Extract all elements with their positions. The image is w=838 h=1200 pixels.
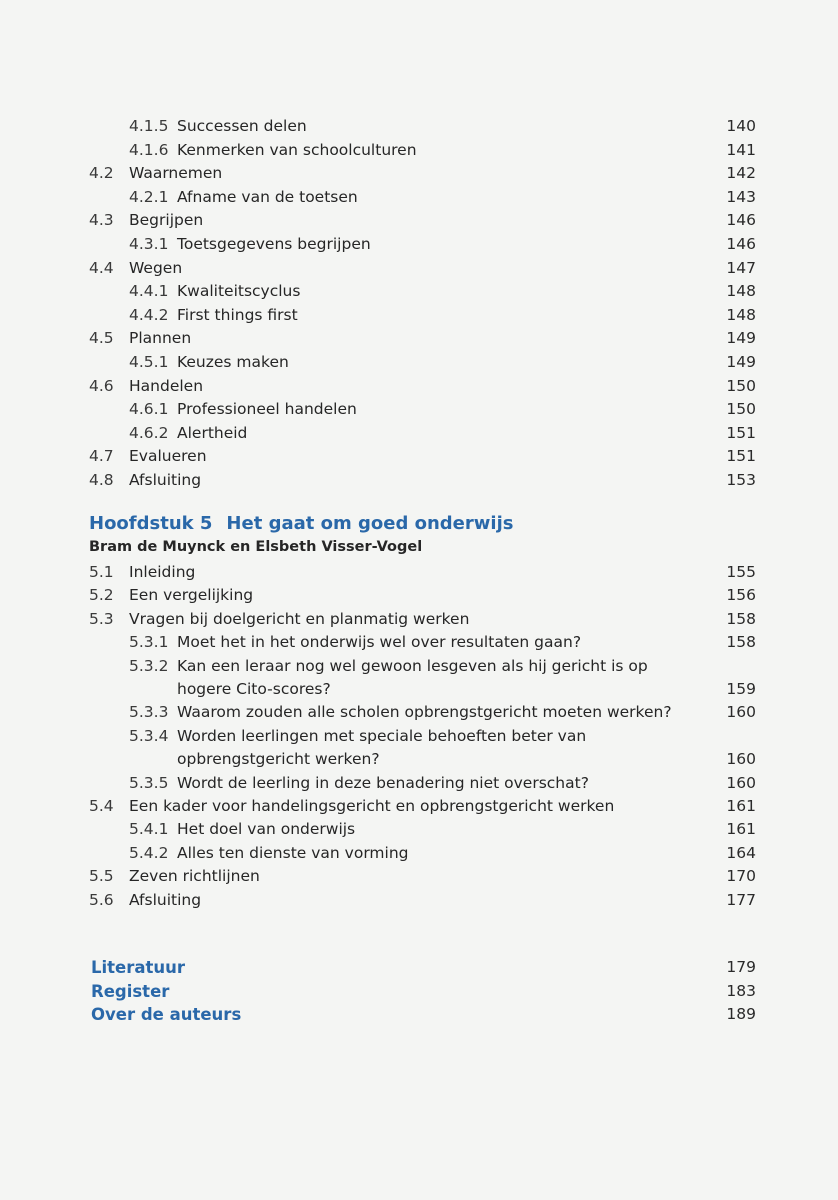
- toc-entry-title: Wegen: [129, 258, 183, 277]
- toc-entry-number: 4.4: [89, 258, 114, 277]
- toc-entry: [0, 772, 838, 795]
- toc-entry-page: 158: [726, 633, 756, 652]
- toc-entry-page: 150: [726, 376, 756, 395]
- back-matter-title: Over de auteurs: [91, 1005, 242, 1024]
- toc-entry-number: 5.3: [89, 609, 114, 628]
- toc-entry-page: 159: [726, 680, 756, 698]
- toc-entry-number: 5.3.5: [129, 773, 169, 792]
- toc-entry-page: 151: [726, 423, 756, 442]
- toc-entry-number: 4.3: [89, 211, 114, 230]
- toc-entry-number: 5.3.4: [129, 726, 169, 745]
- toc-entry-title: Afsluiting: [129, 890, 202, 909]
- toc-entry-page: 158: [726, 609, 756, 628]
- toc-entry-page: 170: [726, 867, 756, 886]
- toc-entry: [0, 398, 838, 421]
- toc-entry-number: 4.7: [89, 447, 114, 466]
- toc-entry-title: Waarnemen: [129, 164, 223, 183]
- toc-entry-page: 142: [726, 164, 756, 183]
- toc-entry-title: Wordt de leerling in deze benadering niet overschat?: [177, 773, 589, 792]
- toc-entry-title: Inleiding: [129, 563, 196, 581]
- toc-entry: [0, 865, 838, 888]
- toc-entry: [0, 139, 838, 162]
- toc-entry: [0, 748, 838, 771]
- toc-entry-number: 5.6: [89, 890, 114, 909]
- toc-entry-number: 4.2.1: [129, 187, 169, 206]
- toc-entry-title: Worden leerlingen met speciale behoeften beter van: [177, 726, 587, 745]
- toc-entry: [0, 445, 838, 468]
- toc-entry-number: 4.6: [89, 376, 114, 395]
- toc-entry-page: 160: [726, 773, 756, 792]
- toc-entry: [0, 842, 838, 865]
- toc-entry-title: First things first: [177, 305, 298, 324]
- chapter-label: Hoofdstuk 5: [89, 513, 213, 534]
- toc-entry-title: Handelen: [129, 376, 204, 395]
- toc-entry-title: Successen delen: [177, 117, 307, 135]
- toc-entry-title: Professioneel handelen: [177, 400, 357, 419]
- toc-entry: [0, 889, 838, 912]
- toc-entry-title: Keuzes maken: [177, 353, 289, 371]
- back-matter-page: 179: [726, 958, 756, 976]
- toc-entry-number: 4.6.2: [129, 423, 169, 442]
- toc-entry-title: Evalueren: [129, 447, 207, 466]
- toc-entry-number: 4.2: [89, 164, 114, 183]
- toc-entry-page: 153: [726, 471, 756, 489]
- toc-entry-title: Afsluiting: [129, 471, 202, 489]
- toc-entry-page: 161: [726, 820, 756, 839]
- toc-entry: [0, 678, 838, 701]
- toc-entry: [0, 115, 838, 138]
- toc-entry-title: Plannen: [129, 329, 192, 348]
- toc-entry-page: 141: [726, 140, 756, 159]
- toc-entry-number: 4.5: [89, 329, 114, 348]
- toc-entry-page: 148: [726, 305, 756, 324]
- toc-entry-title: Kwaliteitscyclus: [177, 282, 301, 301]
- toc-entry-page: 146: [726, 235, 756, 253]
- toc-entry: [0, 375, 838, 398]
- toc-entry-page: 156: [726, 586, 756, 605]
- toc-entry-page: 146: [726, 211, 756, 230]
- toc-entry-page: 147: [726, 258, 756, 277]
- toc-entry-title: Alles ten dienste van vorming: [177, 843, 409, 862]
- toc-entry-number: 4.3.1: [129, 235, 169, 253]
- toc-entry-number: 5.3.3: [129, 703, 169, 722]
- toc-entry: [0, 608, 838, 631]
- toc-entry: [0, 257, 838, 280]
- toc-entry-title: hogere Cito-scores?: [177, 680, 331, 698]
- back-matter-page: 183: [726, 981, 756, 1000]
- toc-entry-number: 4.6.1: [129, 400, 169, 419]
- toc-entry: [0, 795, 838, 818]
- toc-entry-page: 143: [726, 187, 756, 206]
- toc-entry: [0, 422, 838, 445]
- toc-entry-title: Waarom zouden alle scholen opbrengstgericht moeten werken?: [177, 703, 672, 722]
- toc-entry-number: 5.2: [89, 586, 114, 605]
- toc-entry-page: 160: [726, 750, 756, 769]
- toc-entry: [0, 701, 838, 724]
- toc-entry: [0, 162, 838, 185]
- toc-entry: [0, 209, 838, 232]
- toc-entry-title: Zeven richtlijnen: [129, 867, 260, 886]
- toc-entry-title: Een kader voor handelingsgericht en opbrengstgericht werken: [129, 797, 615, 815]
- toc-entry: [0, 233, 838, 256]
- toc-entry-number: 4.5.1: [129, 353, 169, 371]
- toc-entry: [0, 725, 838, 748]
- toc-entry-title: Moet het in het onderwijs wel over resultaten gaan?: [177, 633, 582, 652]
- toc-entry: [0, 561, 838, 584]
- toc-entry-title: Begrijpen: [129, 211, 204, 230]
- toc-entry-page: 151: [726, 447, 756, 466]
- chapter-title: Het gaat om goed onderwijs: [226, 513, 514, 534]
- toc-entry-title: Toetsgegevens begrijpen: [177, 235, 371, 253]
- toc-entry-number: 5.4.2: [129, 843, 169, 862]
- chapter-heading: [89, 512, 513, 536]
- toc-entry: [0, 818, 838, 841]
- toc-entry-page: 155: [726, 563, 756, 581]
- toc-entry-page: 160: [726, 703, 756, 722]
- toc-entry-title: Vragen bij doelgericht en planmatig werken: [129, 609, 470, 628]
- toc-entry-number: 4.8: [89, 471, 114, 489]
- toc-entry-number: 5.5: [89, 867, 114, 886]
- toc-entry-number: 4.4.2: [129, 305, 169, 324]
- toc-entry-number: 5.3.1: [129, 633, 169, 652]
- back-matter-title: Literatuur: [91, 958, 186, 977]
- toc-entry-page: 148: [726, 282, 756, 301]
- toc-entry-title: Afname van de toetsen: [177, 187, 358, 206]
- back-matter-entry: [0, 980, 838, 1003]
- toc-entry: [0, 304, 838, 327]
- toc-entry-number: 5.4: [89, 797, 114, 815]
- back-matter-entry: [0, 956, 838, 979]
- toc-entry-title: opbrengstgericht werken?: [177, 750, 380, 769]
- toc-entry-number: 5.1: [89, 563, 114, 581]
- toc-entry-page: 140: [726, 117, 756, 135]
- toc-entry-title: Het doel van onderwijs: [177, 820, 356, 839]
- toc-entry-page: 149: [726, 353, 756, 371]
- toc-entry-page: 161: [726, 797, 756, 815]
- toc-entry: [0, 186, 838, 209]
- toc-entry-title: Kan een leraar nog wel gewoon lesgeven als hij gericht is op: [177, 656, 648, 675]
- toc-entry: [0, 351, 838, 374]
- toc-entry-title: Kenmerken van schoolculturen: [177, 140, 417, 159]
- toc-entry-title: Een vergelijking: [129, 586, 254, 605]
- back-matter-title: Register: [91, 981, 170, 1001]
- toc-entry-page: 177: [726, 890, 756, 909]
- toc-entry-number: 5.3.2: [129, 656, 169, 675]
- back-matter-entry: [0, 1003, 838, 1026]
- toc-entry-number: 5.4.1: [129, 820, 169, 839]
- toc-entry-page: 149: [726, 329, 756, 348]
- toc-entry: [0, 327, 838, 350]
- toc-entry: [0, 655, 838, 678]
- back-matter-page: 189: [726, 1005, 756, 1023]
- toc-entry: [0, 631, 838, 654]
- chapter-authors: Bram de Muynck en Elsbeth Visser-Vogel: [89, 539, 423, 555]
- toc-entry: [0, 469, 838, 492]
- toc-entry-page: 150: [726, 400, 756, 419]
- toc-entry-number: 4.1.6: [129, 140, 169, 159]
- toc-entry: [0, 584, 838, 607]
- toc-entry-page: 164: [726, 843, 756, 862]
- toc-entry-title: Alertheid: [177, 423, 248, 442]
- toc-entry-number: 4.1.5: [129, 117, 169, 135]
- toc-entry: [0, 280, 838, 303]
- toc-entry-number: 4.4.1: [129, 282, 169, 301]
